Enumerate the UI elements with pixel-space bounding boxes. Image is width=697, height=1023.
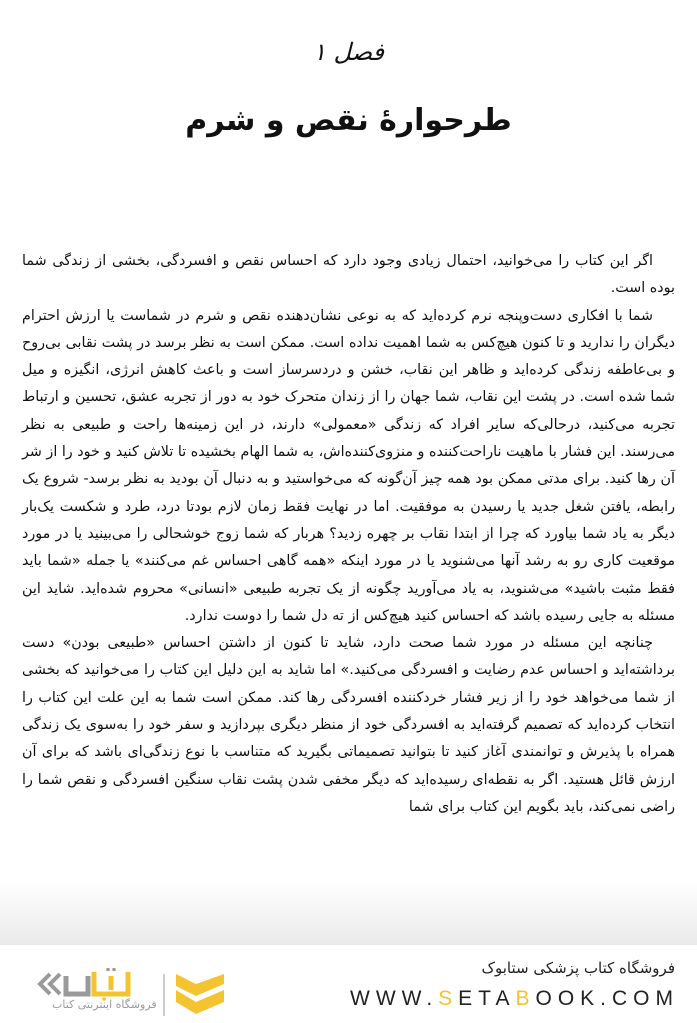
chapter-label: فصل ۱ (313, 38, 384, 66)
logo-subtitle: فروشگاه اینترنتی کتاب (52, 998, 157, 1011)
store-url[interactable]: WWW.SETABOOK.COM (350, 987, 679, 1010)
paragraph-1: اگر این کتاب را می‌خوانید، احتمال زیادی وجود دارد که احساس نقص و افسردگی، بخشی از زندگی شما بوده است. (22, 253, 675, 297)
chapter-body (22, 248, 675, 821)
setabook-logo-icon (36, 968, 266, 1020)
chapter-title: طرحوارهٔ نقص و شرم (185, 103, 512, 138)
paragraph-2: شما با افکاری دست‌وپنجه نرم کرده‌اید که به نوعی نشان‌دهنده نقص و شرم در شماست یا ارزش احترام دیگران را ندارید و تا کنون هیچ‌کس به شما اهمیت نداده است. ممکن است به نظر برسد در پشت نقابی بی‌روح و بی‌عاطفه زندگی کرده‌اید و ظاهر این نقاب، خشن و دردسرساز است و باعث کاهش انرژی، انگیزه و میل شما شده است. در پشت این نقاب، شما جهان را از زندان متحرک خود به دور از تجربه عشق، تحسین و ارتباط تجربه می‌کنید، درحالی‌که سایر افراد که زندگی «معمولی» دارند، در این زمینه‌ها راحت و طبیعی به نظر می‌رسند. این فشار با ماهیت ناراحت‌کننده و منزوی‌کننده‌اش، به شما الهام بخشیده تا تلاش کنید و خود را از شر آن رها کنید. برای مدتی ممکن بود همه چیز آن‌گونه که می‌خواستید و به دنبال آن بودید به نظر برسد- شروع یک رابطه، یافتن شغل جدید یا رسیدن به موفقیت. اما در نهایت فقط زمان لازم بودتا درد، طرد و شکست یک‌بار دیگر به یاد شما بیاورد که چرا از ابتدا نقاب بر چهره زدید؟ هربار که شما زوج خوشحالی را می‌بینید یا در مورد موقعیت کاری رو به رشد آنها می‌شنوید یا در مورد اینکه «همه گاهی احساس غم می‌کنند» یا جمله «شما باید فقط مثبت باشید» می‌شنوید، به یاد می‌آورید چگونه از یک تجربه طبیعی «انسانی» محروم شده‌اید. شاید این مسئله به جایی رسیده باشد که احساس کنید هیچ‌کس از ته دل شما را دوست ندارد. (22, 307, 675, 624)
bottom-fade (0, 880, 697, 945)
paragraph-3: چنانچه این مسئله در مورد شما صحت دارد، شاید تا کنون از داشتن احساس «طبیعی بودن» دست برداشته‌اید و احساس عدم رضایت و افسردگی می‌کنید.» اما شاید به این دلیل این کتاب را می‌خوانید که بخشی از شما می‌خواهد خود را از زیر فشار خردکننده افسردگی رها کند. ممکن است شما به این علت این کتاب را انتخاب کرده‌اید که تصمیم گرفته‌اید به افسردگی خود از منظر دیگری بپردازید و سفر خود را به‌سوی یک زندگی همراه با پذیرش و توانمندی آغاز کنید تا بتوانید تصمیماتی بگیرید که متناسب با نوع زندگی‌ای باشد که برای آن ارزش قائل هستید. اگر به نقطه‌ای رسیده‌اید که دیگر مخفی شدن پشت نقاب سنگین افسردگی و نقص شما را راضی نمی‌کند، باید بگویم این کتاب برای شما (22, 635, 675, 815)
store-name: فروشگاه کتاب پزشکی ستابوک (481, 959, 675, 977)
